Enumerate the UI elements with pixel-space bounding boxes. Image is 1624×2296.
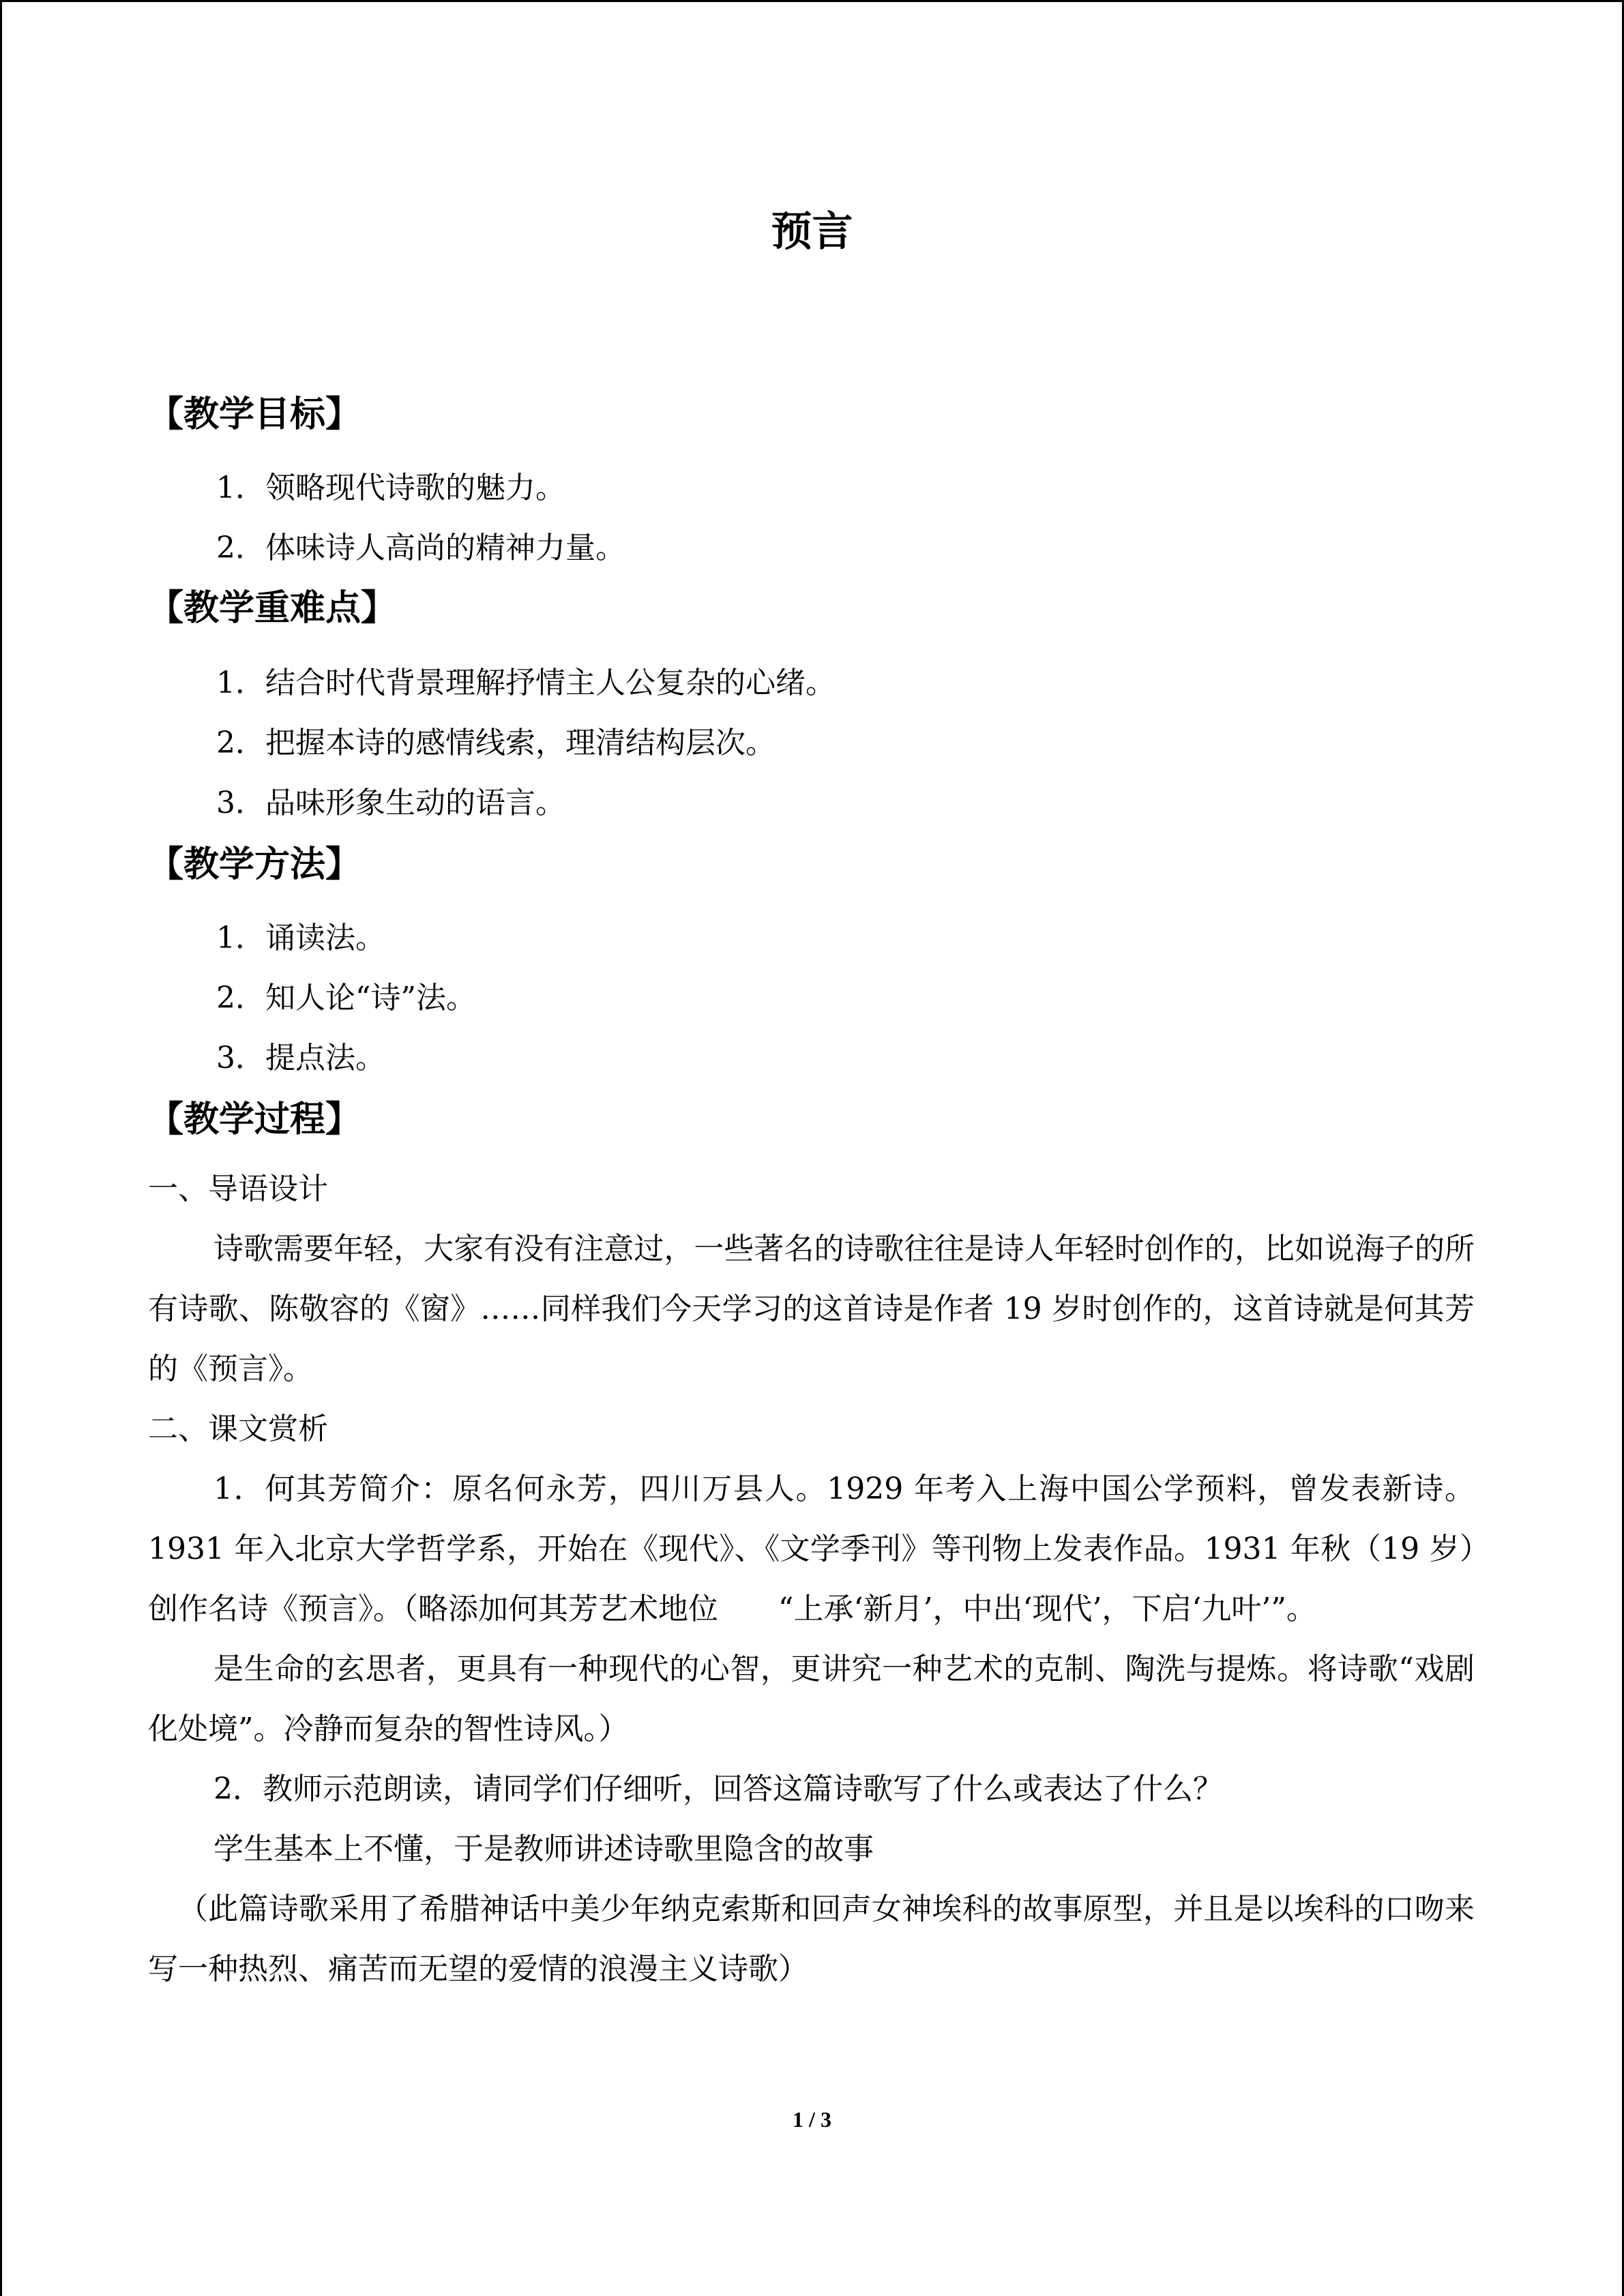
document-title: 预言 bbox=[771, 208, 853, 256]
process-paragraph: 诗歌需要年轻，大家有没有注意过，一些著名的诗歌往往是诗人年轻时创作的，比如说海子的所有诗歌、陈敬容的《窗》……同样我们今天学习的这首诗是作者 19 岁时创作的，这首诗就是何其芳的《预言》。 bbox=[148, 1232, 1475, 1386]
document-body bbox=[148, 368, 1475, 1999]
key-point-item: 1．结合时代背景理解抒情主人公复杂的心绪。 bbox=[216, 666, 836, 700]
section-heading-objectives: 【教学目标】 bbox=[148, 393, 361, 435]
section-heading-process: 【教学过程】 bbox=[148, 1099, 361, 1140]
process-paragraph: 1．何其芳简介：原名何永芳，四川万县人。1929 年考入上海中国公学预料，曾发表新诗。1931 年入北京大学哲学系，开始在《现代》、《文学季刊》等刊物上发表作品。1931 年秋（19 岁）创作名诗《预言》。（略添加何其芳艺术地位 “上承‘新月’，中出‘现代’，下启‘九叶’”。 bbox=[148, 1472, 1475, 1626]
page-border-top bbox=[0, 0, 1624, 2]
process-paragraph: （此篇诗歌采用了希腊神话中美少年纳克索斯和回声女神埃科的故事原型，并且是以埃科的口吻来写一种热烈、痛苦而无望的爱情的浪漫主义诗歌） bbox=[148, 1892, 1475, 1986]
key-point-item: 3．品味形象生动的语言。 bbox=[216, 786, 565, 820]
process-paragraph: 2．教师示范朗读，请同学们仔细听，回答这篇诗歌写了什么或表达了什么？ bbox=[213, 1772, 1223, 1806]
section-heading-methods: 【教学方法】 bbox=[148, 844, 361, 885]
page-number: 1 / 3 bbox=[793, 2107, 831, 2132]
objective-item: 1．领略现代诗歌的魅力。 bbox=[216, 471, 565, 505]
method-item: 2．知人论“诗”法。 bbox=[216, 981, 476, 1015]
key-point-item: 2．把握本诗的感情线索，理清结构层次。 bbox=[216, 726, 776, 760]
method-item: 1．诵读法。 bbox=[216, 921, 385, 955]
method-item: 3．提点法。 bbox=[216, 1041, 385, 1075]
section-heading-key-points: 【教学重难点】 bbox=[148, 587, 397, 629]
process-part-title: 一、导语设计 bbox=[148, 1172, 328, 1206]
page-border-left bbox=[0, 0, 2, 2296]
objective-item: 2．体味诗人高尚的精神力量。 bbox=[216, 531, 625, 565]
process-part-title: 二、课文赏析 bbox=[148, 1412, 328, 1446]
process-paragraph: 学生基本上不懂，于是教师讲述诗歌里隐含的故事 bbox=[213, 1832, 874, 1866]
process-paragraph: 是生命的玄思者，更具有一种现代的心智，更讲究一种艺术的克制、陶洗与提炼。将诗歌“戏剧化处境”。冷静而复杂的智性诗风。） bbox=[148, 1652, 1475, 1746]
